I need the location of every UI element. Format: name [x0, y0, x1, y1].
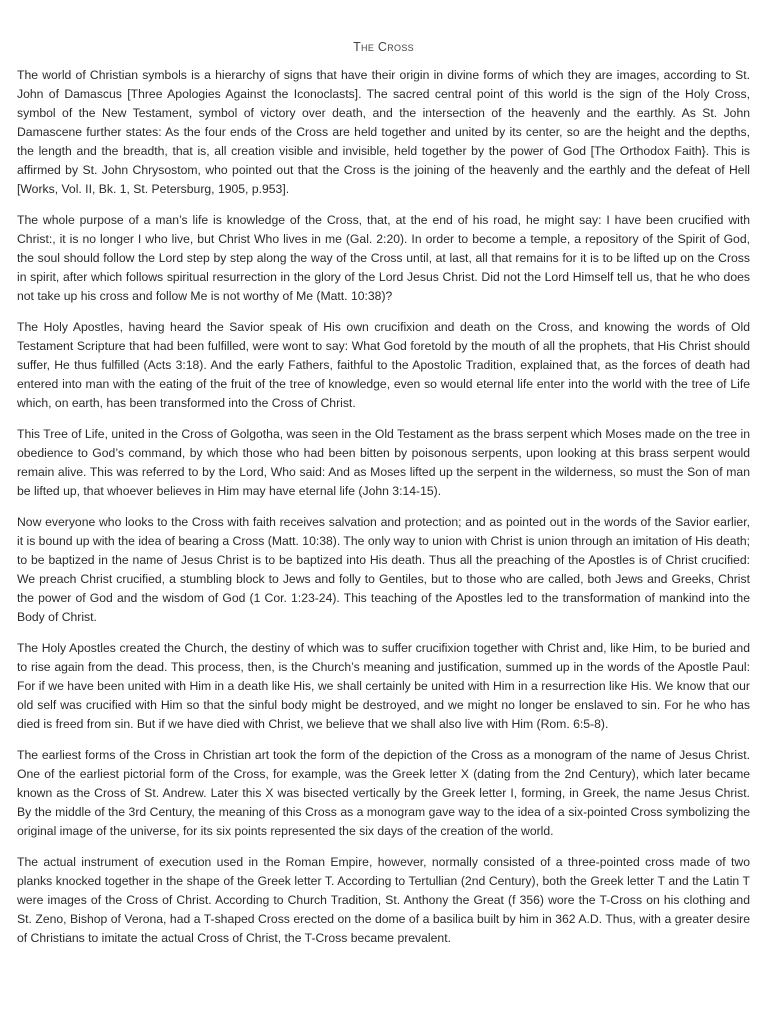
document-page: [17, 40, 750, 960]
paragraph-1: The world of Christian symbols is a hierarchy of signs that have their origin in divine forms of which they are images, according to St. John of Damascus [Three Apologies Against the Iconoclasts]. The sacred central point of this world is the sign of the Holy Cross, symbol of the New Testament, symbol of victory over death, and the intersection of the heavenly and the earthly. As St. John Damascene further states: As the four ends of the Cross are held together and united by its center, so are the height and the depths, the length and the breadth, that is, all creation visible and invisible, held together by the power of God [The Orthodox Faith}. This is affirmed by St. John Chrysostom, who pointed out that the Cross is the joining of the heavenly and the earthly and the defeat of Hell [Works, Vol. II, Bk. 1, St. Petersburg, 1905, p.953].: [17, 68, 750, 196]
paragraph-6: The Holy Apostles created the Church, the destiny of which was to suffer crucifixion together with Christ and, like Him, to be buried and to rise again from the dead. This process, then, is the Church’s meaning and justification, summed up in the words of the Apostle Paul: For if we have been united with Him in a death like His, we shall certainly be united with Him in a resurrection like His. We know that our old self was crucified with Him so that the sinful body might be destroyed, and we might no longer be enslaved to sin. For he who has died is freed from sin. But if we have died with Christ, we believe that we shall also live with Him (Rom. 6:5-8).: [17, 641, 750, 731]
paragraph-4: This Tree of Life, united in the Cross of Golgotha, was seen in the Old Testament as the brass serpent which Moses made on the tree in obedience to God’s command, by which those who had been bitten by poisonous serpents, upon looking at this brass serpent would remain alive. This was referred to by the Lord, Who said: And as Moses lifted up the serpent in the wilderness, so must the Son of man be lifted up, that whoever believes in Him may have eternal life (John 3:14-15).: [17, 427, 750, 498]
paragraph-2: The whole purpose of a man’s life is knowledge of the Cross, that, at the end of his road, he might say: I have been crucified with Christ:, it is no longer I who live, but Christ Who lives in me (Gal. 2:20). In order to become a temple, a repository of the Spirit of God, the soul should follow the Lord step by step along the way of the Cross until, at last, all that remains for it is to be lifted up on the Cross in spirit, after which follows spiritual resurrection in the glory of the Lord Jesus Christ. Did not the Lord Himself tell us, that he who does not take up his cross and follow Me is not worthy of Me (Matt. 10:38)?: [17, 213, 750, 303]
paragraph-3: The Holy Apostles, having heard the Savior speak of His own crucifixion and death on the Cross, and knowing the words of Old Testament Scripture that had been fulfilled, were wont to say: What God foretold by the mouth of all the prophets, that His Christ should suffer, He thus fulfilled (Acts 3:18). And the early Fathers, faithful to the Apostolic Tradition, explained that, as the forces of death had entered into man with the eating of the fruit of the tree of knowledge, even so would eternal life enter into the world with the tree of Life which, on earth, has been transformed into the Cross of Christ.: [17, 320, 750, 410]
document-title: The Cross: [353, 40, 414, 54]
paragraph-7: The earliest forms of the Cross in Christian art took the form of the depiction of the Cross as a monogram of the name of Jesus Christ. One of the earliest pictorial form of the Cross, for example, was the Greek letter X (dating from the 2nd Century), which later became known as the Cross of St. Andrew. Later this X was bisected vertically by the Greek letter I, forming, in Greek, the name Jesus Christ. By the middle of the 3rd Century, the meaning of this Cross as a monogram gave way to the idea of a six-pointed Cross symbolizing the original image of the universe, for its six points represented the six days of the creation of the world.: [17, 748, 750, 838]
paragraph-8: The actual instrument of execution used in the Roman Empire, however, normally consisted of a three-pointed cross made of two planks knocked together in the shape of the Greek letter T. According to Tertullian (2nd Century), both the Greek letter T and the Latin T were images of the Cross of Christ. According to Church Tradition, St. Anthony the Great (f 356) wore the T-Cross on his clothing and St. Zeno, Bishop of Verona, had a T-shaped Cross erected on the dome of a basilica built by him in 362 A.D. Thus, with a greater desire of Christians to imitate the actual Cross of Christ, the T-Cross became prevalent.: [17, 855, 750, 945]
paragraph-5: Now everyone who looks to the Cross with faith receives salvation and protection; and as pointed out in the words of the Savior earlier, it is bound up with the idea of bearing a Cross (Matt. 10:38). The only way to union with Christ is union through an imitation of His death; to be baptized in the name of Jesus Christ is to be baptized into His death. Thus all the preaching of the Apostles is of Christ crucified: We preach Christ crucified, a stumbling block to Jews and folly to Gentiles, but to those who are called, both Jews and Greeks, Christ the power of God and the wisdom of God (1 Cor. 1:23-24). This teaching of the Apostles led to the transformation of mankind into the Body of Christ.: [17, 515, 750, 624]
